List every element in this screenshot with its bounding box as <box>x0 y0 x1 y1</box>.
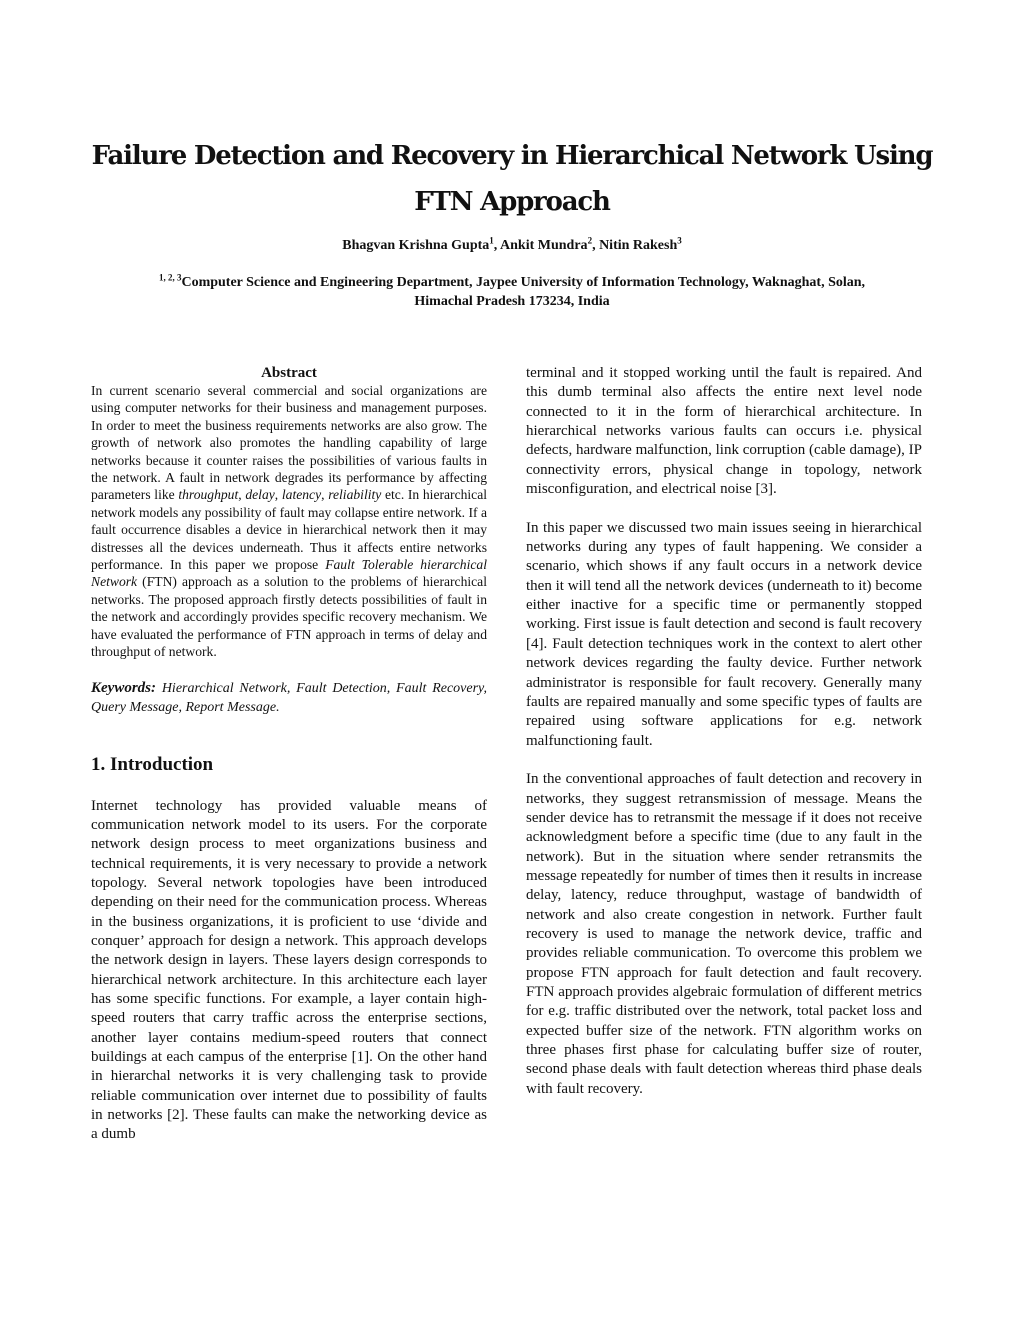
keywords-text: Hierarchical Network, Fault Detection, Fault Recovery, Query Message, Report Message. <box>91 680 487 715</box>
intro-paragraph-3: In this paper we discussed two main issues seeing in hierarchical networks during any types of fault happening. We consider a scenario, which shows if any fault occurs in a network device then it will tend all the network devices (underneath to it) become either inactive for a specific time or permanently stopped working. First issue is fault detection and second is fault recovery [4]. Fault detection techniques work in the context to alert other network devices regarding the faulty device. Further network administrator is responsible for fault recovery. Generally many faults are repaired manually and some specific types of faults are repaired using software applications for e.g. network malfunctioning fault. <box>526 519 922 749</box>
abstract-segment: In current scenario several commercial and social organizations are using computer networks for their business and management purposes. In order to meet the business requirements networks are also grow. The growth of network also promotes the handling capability of large networks because it counter raises the possibilities of various faults in the network. A fault in network degrades its performance by affecting parameters like <box>91 383 487 503</box>
paper-title: Failure Detection and Recovery in Hierarchical Network Using FTN Approach <box>91 141 933 217</box>
author-mark: 3 <box>677 235 682 246</box>
intro-paragraph-4: In the conventional approaches of fault detection and recovery in networks, they suggest retransmission of message. Means the sender device has to retransmit the message if it does not receive acknowledgment before a specific time (due to any fault in the network). But in the situation where sender retransmits the message repeatedly for number of times then it results in increase delay, latency, reduce throughput, wastage of bandwidth of network and also create congestion in network. Further fault recovery is used to manage the network device, traffic and provides reliable communication. To overcome this problem we propose FTN approach for fault detection and fault recovery. FTN approach provides algebraic formulation of different metrics for e.g. traffic distributed over the network, total packet loss and expected buffer size of the network. FTN algorithm works on three phases first phase for calculating buffer size of router, second phase deals with fault detection whereas third phase deals with fault recovery. <box>526 771 922 1097</box>
abstract-emphasis: throughput <box>178 487 239 503</box>
abstract-emphasis: reliability <box>328 487 382 503</box>
abstract-separator: , <box>274 487 282 503</box>
intro-paragraph-1: Internet technology has provided valuable means of communication network model to its users. For the corporate network design process to meet organizations business and technical requirements, it is very necessary to provide a network topology. Several network topologies have been introduced depending on their need for the communication process. Whereas in the business organizations, it is proficient to use ‘divide and conquer’ approach for design a network. This approach develops the network design in layers. These layers design corresponds to hierarchical network architecture. In this architecture each layer has some specific functions. For example, a layer contain high-speed routers that carry traffic across the enterprise sections, another layer contains medium-speed routers that connect buildings at each campus of the enterprise [1]. On the other hand in hierarchal networks it is very challenging task to provide reliable communication over internet due to possibility of faults in networks [2]. These faults can make the networking device as a dumb <box>91 797 487 1143</box>
affiliation-text: Computer Science and Engineering Department, Jaypee University of Information Technology, Waknaghat, Solan, Himachal Pradesh 173234, India <box>181 275 866 309</box>
right-column <box>526 364 922 1118</box>
author-name: Bhagvan Krishna Gupta <box>342 238 490 253</box>
affiliation-marks: 1, 2, 3 <box>158 272 182 283</box>
abstract-text <box>91 382 487 661</box>
author-name: Ankit Mundra <box>500 238 588 253</box>
section-heading-introduction: 1. Introduction <box>91 753 214 775</box>
author-mark: 1 <box>489 235 494 246</box>
abstract-heading: Abstract <box>261 365 317 381</box>
abstract-segment: (FTN) approach as a solution to the problems of hierarchical networks. The proposed approach firstly detects possibilities of fault in the network and accordingly provides specific recovery mechanism. We have evaluated the performance of FTN approach in terms of delay and throughput of network. <box>91 574 487 660</box>
author-name: Nitin Rakesh <box>599 238 678 253</box>
author-list: Bhagvan Krishna Gupta$^1$, Ankit Mundra$^2$, Nitin Rakesh$^3$ <box>342 235 682 253</box>
abstract-separator: , <box>238 487 246 503</box>
abstract-segment: etc. In hierarchical network models any possibility of fault may collapse entire network. If a fault occurrence disables a device in hierarchical network then it may distresses all the devices underneath. Thus it affects entire networks performance. In this paper we propose <box>91 487 488 573</box>
affiliation <box>140 273 884 311</box>
author-mark: 2 <box>587 235 593 246</box>
abstract-emphasis: Fault Tolerable hierarchical Network <box>91 557 487 590</box>
abstract-emphasis: latency <box>281 487 322 503</box>
left-column <box>91 364 487 1145</box>
abstract-separator: , <box>321 487 329 503</box>
abstract-emphasis: delay <box>245 487 275 503</box>
keywords <box>91 679 487 717</box>
keywords-label: Keywords: <box>91 679 156 696</box>
intro-paragraph-2: terminal and it stopped working until the fault is repaired. And this dumb terminal also affects the entire next level node connected to it in the form of hierarchical architecture. In hierarchical networks various faults can occurs i.e. physical defects, hardware malfunction, link corruption (cable damage), IP connectivity errors, physical change in topology, network misconfiguration, and electrical noise [3]. <box>526 365 922 498</box>
